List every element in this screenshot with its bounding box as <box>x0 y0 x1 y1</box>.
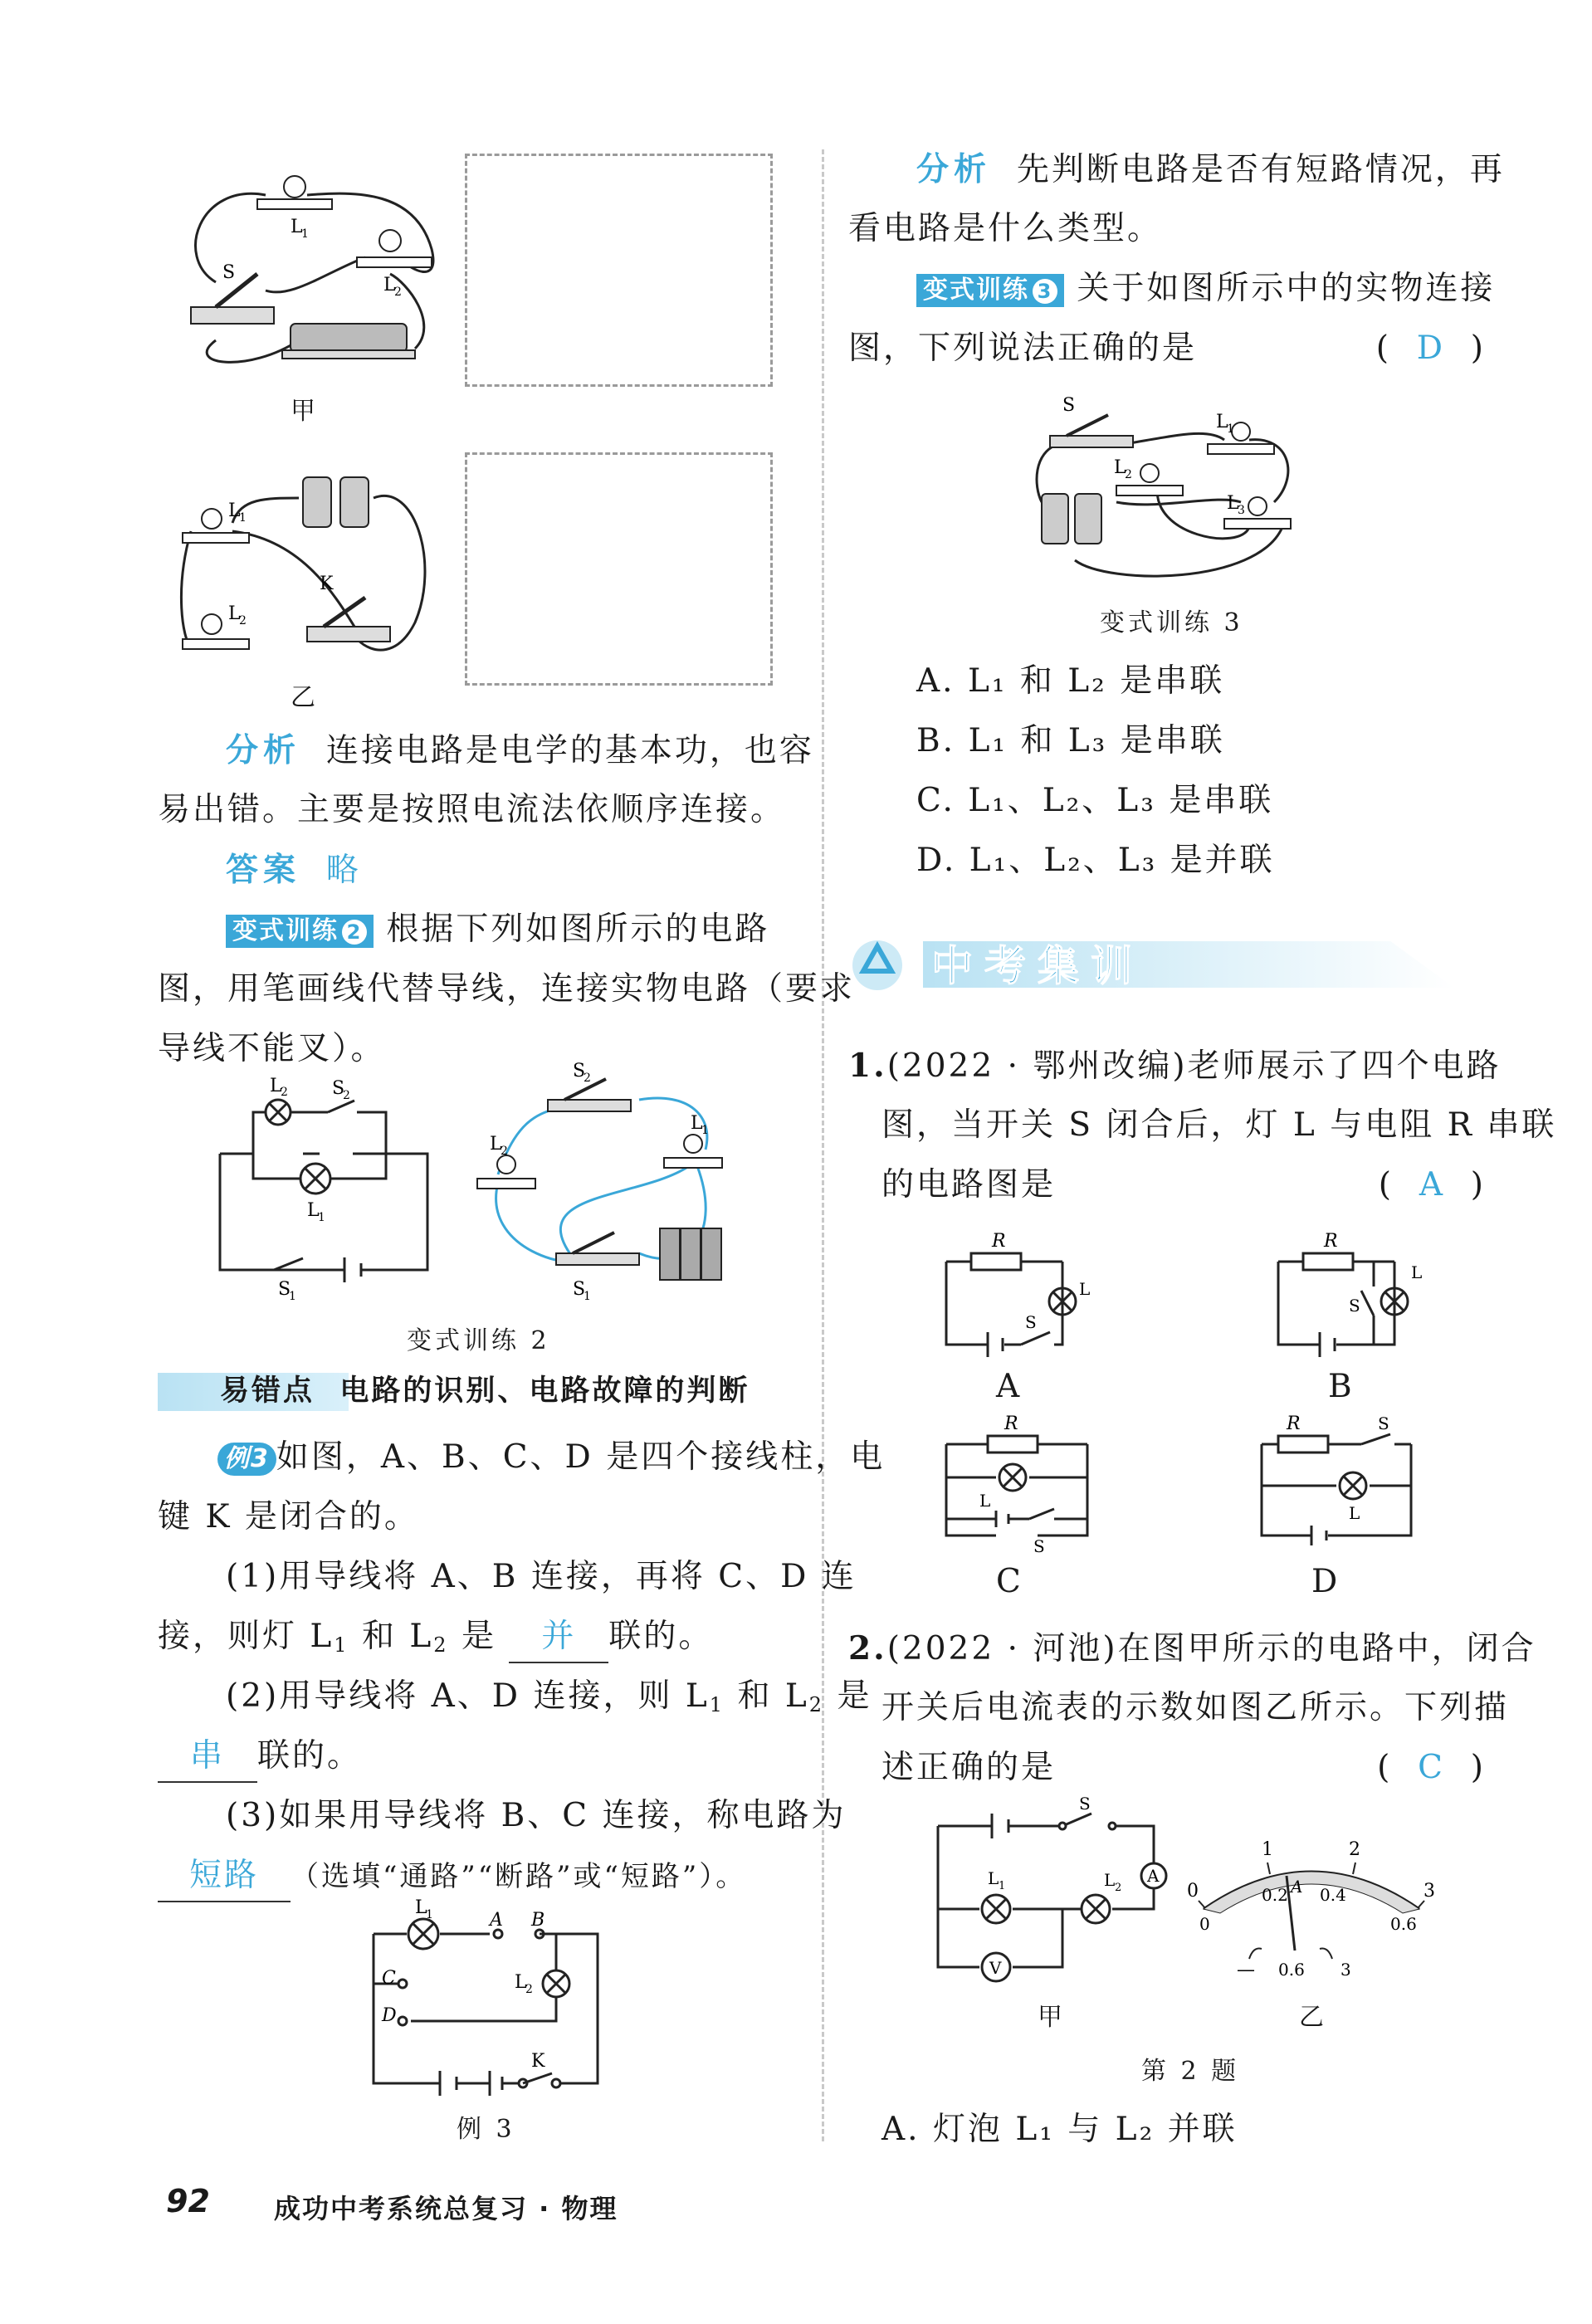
svg-text:L: L <box>1114 457 1126 478</box>
svg-text:L: L <box>1104 1870 1116 1890</box>
problem1-label-b: B <box>1328 1368 1355 1405</box>
right-analysis-line-1: 分析 先判断电路是否有短路情况，再 <box>916 150 1505 188</box>
svg-text:—: — <box>1237 1960 1255 1980</box>
recycle-icon <box>848 936 906 994</box>
svg-text:1: 1 <box>999 1880 1006 1892</box>
q3-line-1: (3)如果用导线将 B、C 连接，称电路为 <box>226 1797 847 1834</box>
q2-line-2: 串 联的。 <box>158 1726 362 1786</box>
problem2-line-2: 开关后电流表的示数如图乙所示。下列描 <box>881 1689 1510 1726</box>
svg-text:S: S <box>573 1061 586 1081</box>
error-prone-label: 易错点 <box>220 1374 315 1408</box>
analysis-line-2: 易出错。主要是按照电流法依顺序连接。 <box>158 791 786 828</box>
answer-value: 略 <box>325 852 361 889</box>
svg-text:R: R <box>992 1231 1006 1252</box>
q2-line-1: (2)用导线将 A、D 连接，则 $L_1$ 和 $L_2$ 是 <box>226 1677 872 1716</box>
svg-text:1: 1 <box>701 1124 709 1137</box>
problem1-label-c: C <box>996 1563 1023 1600</box>
svg-text:L: L <box>383 275 396 295</box>
train2-line-2: 图，用笔画线代替导线，连接实物电路（要求 <box>158 970 856 1008</box>
train2-circuit-schematic <box>212 1071 436 1303</box>
svg-text:B: B <box>531 1910 545 1931</box>
option-a[interactable]: A. L₁ 和 L₂ 是串联 <box>916 662 1225 700</box>
problem1-label-d: D <box>1311 1563 1341 1600</box>
problem2-circuit-jia <box>930 1793 1179 1984</box>
svg-text:3: 3 <box>1341 1960 1351 1980</box>
train3-tag: 变式训练 3 <box>916 274 1064 307</box>
train2-physical-circuit <box>473 1061 755 1303</box>
problem2-fig-yi-label: 乙 <box>1299 2003 1327 2032</box>
svg-text:0.6: 0.6 <box>1390 1914 1417 1934</box>
problem1-label-a: A <box>996 1368 1023 1405</box>
figure-yi-label: 乙 <box>291 683 319 712</box>
q1-answer: 并 <box>509 1612 608 1663</box>
svg-text:L: L <box>1227 493 1239 514</box>
error-prone-title: 电路的识别、电路故障的判断 <box>339 1374 750 1408</box>
svg-text:L: L <box>490 1134 502 1155</box>
svg-text:A: A <box>490 1910 503 1931</box>
analysis-line-1: 分析 连接电路是电学的基本功，也容 <box>226 731 814 769</box>
page-number: 92 <box>166 2183 210 2219</box>
example3-line-1: 例3 如图，A、B、C、D 是四个接线柱，电 <box>217 1428 885 1487</box>
svg-text:2: 2 <box>343 1089 350 1102</box>
problem2-fig-jia-label: 甲 <box>1038 2003 1066 2032</box>
svg-text:3: 3 <box>1424 1881 1435 1902</box>
q3-line-2: 短路 （选填“通路”“断路”或“短路”）。 <box>158 1846 746 1907</box>
drawing-box-yi <box>465 452 773 686</box>
option-b[interactable]: B. L₁ 和 L₃ 是串联 <box>916 722 1225 759</box>
problem1-answer-bracket: ( A ) <box>1378 1166 1486 1204</box>
problem1-number: 1. <box>848 1047 887 1085</box>
svg-text:3: 3 <box>1238 504 1245 517</box>
answer-label: 答案 <box>226 851 301 889</box>
svg-text:2: 2 <box>584 1072 591 1085</box>
svg-text:0.4: 0.4 <box>1320 1885 1346 1905</box>
svg-text:K: K <box>531 2051 545 2072</box>
svg-text:A: A <box>1291 1877 1303 1897</box>
figure-jia-physical-circuit <box>166 158 448 390</box>
svg-text:L: L <box>415 1897 427 1918</box>
svg-text:L: L <box>291 217 303 237</box>
example3-circuit <box>349 1897 614 2083</box>
right-analysis-line-2: 看电路是什么类型。 <box>848 210 1163 247</box>
svg-text:S: S <box>1033 1536 1045 1556</box>
svg-text:1: 1 <box>584 1290 591 1303</box>
problem2-line-3: 述正确的是 ( C ) <box>881 1738 1486 1798</box>
svg-text:L: L <box>307 1200 320 1221</box>
drawing-box-jia <box>465 154 773 387</box>
problem1-answer: A <box>1419 1166 1445 1204</box>
svg-text:L: L <box>1349 1503 1360 1523</box>
banner-title: 中考集训 <box>931 942 1144 990</box>
svg-text:1: 1 <box>301 227 309 241</box>
q1-line-1: (1)用导线将 A、B 连接，再将 C、D 连 <box>226 1558 857 1595</box>
svg-text:L: L <box>515 1972 527 1993</box>
svg-text:R: R <box>1324 1231 1338 1252</box>
svg-text:R: R <box>1004 1413 1018 1434</box>
problem2-line-1: 2.(2022 · 河池)在图甲所示的电路中，闭合 <box>848 1629 1536 1667</box>
train3-physical-circuit <box>1025 386 1307 593</box>
problem1-line-2: 图，当开关 S 闭合后，灯 L 与电阻 R 串联 <box>881 1106 1557 1144</box>
svg-text:2: 2 <box>501 1145 508 1158</box>
svg-text:1: 1 <box>289 1290 296 1303</box>
example3-caption: 例 3 <box>457 2115 515 2144</box>
svg-text:0: 0 <box>1187 1881 1199 1902</box>
train2-line-3: 导线不能叉）。 <box>158 1030 386 1067</box>
svg-text:0.6: 0.6 <box>1278 1960 1305 1980</box>
svg-text:L: L <box>228 500 241 521</box>
problem1-circuit-d <box>1253 1411 1428 1552</box>
svg-text:1: 1 <box>1227 422 1234 436</box>
svg-text:2: 2 <box>1115 1882 1122 1894</box>
svg-text:2: 2 <box>239 614 247 627</box>
problem1-circuit-c <box>938 1411 1096 1556</box>
svg-text:S: S <box>278 1279 291 1300</box>
svg-text:1: 1 <box>426 1908 433 1921</box>
svg-text:S: S <box>222 262 236 283</box>
svg-text:A: A <box>1147 1866 1160 1886</box>
option-d[interactable]: D. L₁、L₂、L₃ 是并联 <box>916 842 1275 879</box>
svg-text:S: S <box>332 1078 345 1099</box>
error-prone-header <box>158 1368 797 1414</box>
analysis-label: 分析 <box>226 731 301 769</box>
svg-text:K: K <box>320 574 334 594</box>
svg-text:L: L <box>691 1113 703 1134</box>
svg-text:L: L <box>1411 1262 1423 1282</box>
problem1-circuit-a <box>938 1228 1096 1353</box>
svg-text:S: S <box>1025 1312 1037 1332</box>
svg-text:R: R <box>1287 1413 1301 1434</box>
q3-answer: 短路 <box>158 1851 291 1902</box>
svg-text:1: 1 <box>1262 1839 1273 1860</box>
exam-training-banner <box>848 930 1446 996</box>
q2-answer: 串 <box>158 1731 257 1783</box>
problem2-ammeter-dial <box>1187 1809 1436 1992</box>
svg-text:S: S <box>1079 1794 1091 1814</box>
train3-answer: D <box>1416 330 1445 367</box>
book-title: 成功中考系统总复习 · 物理 <box>274 2193 618 2224</box>
svg-text:0.2: 0.2 <box>1262 1885 1288 1905</box>
svg-text:2: 2 <box>394 286 402 299</box>
train3-line-1: 变式训练 3 关于如图所示中的实物连接 <box>916 259 1495 319</box>
problem2-caption: 第 2 题 <box>1141 2057 1240 2086</box>
problem2-number: 2. <box>848 1629 887 1667</box>
svg-text:S: S <box>1378 1413 1389 1433</box>
problem2-answer: C <box>1418 1749 1445 1786</box>
svg-text:1: 1 <box>318 1211 325 1224</box>
svg-text:L: L <box>1079 1279 1091 1299</box>
train3-line-2: 图，下列说法正确的是 ( D ) <box>848 319 1486 378</box>
svg-text:L: L <box>979 1491 991 1511</box>
svg-text:S: S <box>573 1279 586 1300</box>
problem2-option-a[interactable]: A. 灯泡 L₁ 与 L₂ 并联 <box>881 2111 1238 2148</box>
svg-text:2: 2 <box>281 1086 288 1099</box>
answer-line <box>226 840 361 901</box>
train2-line-1: 变式训练 2 根据下列如图所示的电路 <box>226 900 769 959</box>
q1-line-2: 接，则灯 $L_1$ 和 $L_2$ 是 并 联的。 <box>158 1607 713 1675</box>
figure-jia-label: 甲 <box>291 397 319 426</box>
svg-text:L: L <box>988 1868 999 1888</box>
problem1-line-1: 1.(2022 · 鄂州改编)老师展示了四个电路 <box>848 1047 1502 1085</box>
svg-text:L: L <box>228 603 241 624</box>
svg-text:V: V <box>989 1958 1002 1978</box>
figure-yi-physical-circuit <box>166 465 448 681</box>
svg-text:S: S <box>1062 395 1076 416</box>
problem1-line-3: 的电路图是 ( A ) <box>881 1155 1486 1215</box>
svg-text:1: 1 <box>239 511 247 525</box>
svg-text:2: 2 <box>1349 1839 1360 1860</box>
svg-text:0: 0 <box>1199 1914 1210 1934</box>
svg-text:L: L <box>1216 412 1228 432</box>
train3-answer-bracket: ( D ) <box>1375 330 1486 367</box>
svg-text:D: D <box>382 2005 397 2026</box>
train2-caption: 变式训练 2 <box>407 1326 550 1355</box>
svg-text:L: L <box>270 1076 282 1096</box>
svg-text:C: C <box>382 1968 396 1989</box>
svg-text:2: 2 <box>1125 468 1132 481</box>
train3-caption: 变式训练 3 <box>1100 608 1243 637</box>
train2-tag: 变式训练 2 <box>226 915 374 948</box>
problem2-answer-bracket: ( C ) <box>1377 1749 1486 1786</box>
svg-text:S: S <box>1349 1296 1360 1316</box>
right-analysis-label: 分析 <box>916 150 992 188</box>
example3-tag: 例3 <box>217 1443 276 1476</box>
svg-text:2: 2 <box>525 1983 533 1996</box>
example3-line-2: 键 K 是闭合的。 <box>158 1498 419 1536</box>
problem1-circuit-b <box>1270 1228 1428 1353</box>
option-c[interactable]: C. L₁、L₂、L₃ 是串联 <box>916 782 1274 819</box>
